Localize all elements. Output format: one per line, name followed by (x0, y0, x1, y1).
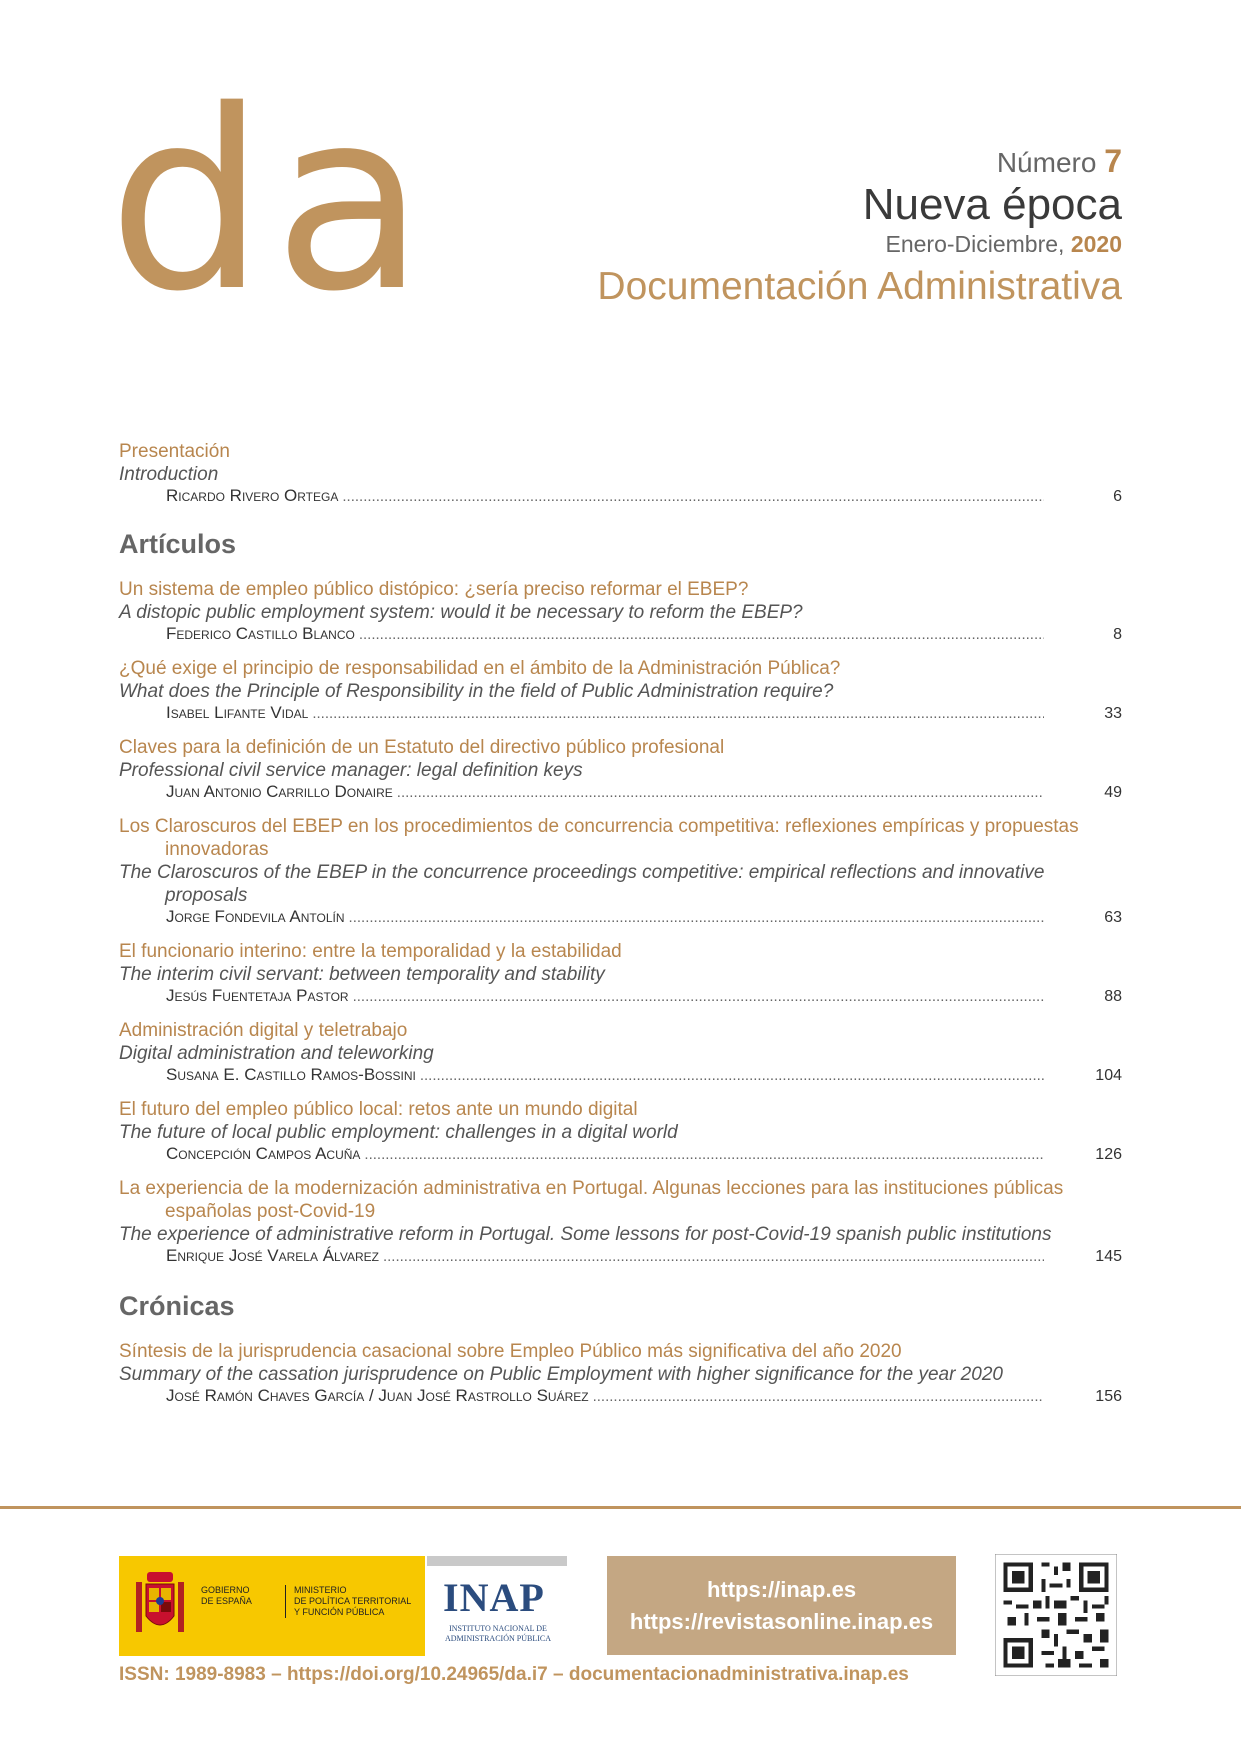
entry-page: 6 (1113, 488, 1122, 505)
entry-page: 49 (1104, 784, 1122, 801)
entry-author: Jorge Fondevila Antolín (166, 907, 345, 926)
entry-author-line (119, 1144, 1122, 1165)
entry-author: Enrique José Varela Álvarez (166, 1246, 379, 1265)
toc-entry-presentation[interactable] (119, 440, 1122, 507)
entry-author: Concepción Campos Acuña (166, 1144, 361, 1163)
entry-page: 63 (1104, 909, 1122, 926)
entry-title-es: Un sistema de empleo público distópico: ¿sería preciso reformar el EBEP? (119, 579, 749, 600)
entry-author: José Ramón Chaves García / Juan José Rastrollo Suárez (166, 1386, 589, 1405)
entry-author-line (119, 1065, 1122, 1086)
inap-subtitle (437, 1624, 559, 1644)
entry-title-en: Professional civil service manager: legal definition keys (119, 760, 583, 781)
entry-title-en: The experience of administrative reform in Portugal. Some lessons for post-Covid-19 spanish public institutions (119, 1224, 1052, 1245)
toc-entry[interactable] (119, 736, 1122, 803)
ministerio-text (285, 1585, 411, 1618)
entry-page: 126 (1095, 1146, 1122, 1163)
epoch-label: Nueva época (862, 180, 1122, 229)
dot-leader (353, 987, 1044, 1007)
issue-number (597, 145, 1122, 177)
entry-title-es: La experiencia de la modernización administrativa en Portugal. Algunas lecciones para las instituciones públicas españolas post-Covid-19 (119, 1178, 1064, 1222)
entry-author-line (119, 1246, 1122, 1267)
entry-title-en: What does the Principle of Responsibility in the field of Public Administration require? (119, 681, 834, 702)
entry-author-line (119, 782, 1122, 803)
cronicas-list (119, 1340, 1122, 1407)
articles-list (119, 578, 1122, 1267)
entry-title-es: Síntesis de la jurisprudencia casacional sobre Empleo Público más significativa del año 2020 (119, 1341, 902, 1362)
footer-divider (0, 1506, 1241, 1509)
entry-author: Juan Antonio Carrillo Donaire (166, 782, 393, 801)
entry-author: Isabel Lifante Vidal (166, 703, 309, 722)
qr-code-icon[interactable] (995, 1554, 1117, 1676)
entry-title-es: El funcionario interino: entre la temporalidad y la estabilidad (119, 941, 622, 962)
toc-entry[interactable] (119, 1340, 1122, 1407)
inap-logo (427, 1556, 567, 1656)
ministerio-line2: DE POLÍTICA TERRITORIAL (294, 1596, 412, 1606)
toc-entry[interactable] (119, 1019, 1122, 1086)
journal-title: Documentación Administrativa (597, 265, 1122, 308)
dot-leader (383, 1247, 1044, 1267)
table-of-contents (119, 440, 1122, 1419)
ministerio-line1: MINISTERIO (294, 1585, 347, 1595)
entry-author-line (119, 986, 1122, 1007)
section-heading-articulos: Artículos (119, 529, 237, 559)
toc-entry[interactable] (119, 815, 1122, 928)
entry-title-en: Digital administration and teleworking (119, 1043, 434, 1064)
inap-subtitle-line1: INSTITUTO NACIONAL DE (449, 1624, 547, 1633)
toc-entry[interactable] (119, 1177, 1122, 1267)
website-links-box (607, 1556, 956, 1655)
gobierno-text (201, 1585, 252, 1607)
issue-number-value: 7 (1104, 143, 1122, 179)
dot-leader (312, 704, 1044, 724)
entry-page: 145 (1095, 1248, 1122, 1265)
entry-title-en: The future of local public employment: challenges in a digital world (119, 1122, 678, 1143)
entry-page: 33 (1104, 705, 1122, 722)
entry-author-line (119, 703, 1122, 724)
entry-author: Jesús Fuentetaja Pastor (166, 986, 349, 1005)
issue-date (597, 233, 1122, 256)
inap-url-link[interactable]: https://inap.es (706, 1576, 857, 1602)
entry-author-line (119, 907, 1122, 928)
issue-date-range: Enero-Diciembre, (885, 231, 1065, 257)
toc-entry[interactable] (119, 657, 1122, 724)
entry-author: Susana E. Castillo Ramos-Bossini (166, 1065, 416, 1084)
journal-logo: da (108, 58, 434, 346)
ministerio-line3: Y FUNCIÓN PÚBLICA (294, 1607, 385, 1617)
revistas-url-link[interactable]: https://revistasonline.inap.es (629, 1608, 934, 1634)
entry-title-en: Introduction (119, 464, 219, 485)
entry-page: 8 (1113, 626, 1122, 643)
dot-leader (359, 625, 1044, 645)
entry-author-line (119, 1386, 1122, 1407)
dot-leader (593, 1387, 1044, 1407)
section-heading-cronicas: Crónicas (119, 1291, 235, 1321)
dot-leader (364, 1145, 1044, 1165)
institution-logos (119, 1556, 567, 1656)
masthead (597, 145, 1122, 309)
dot-leader (349, 908, 1044, 928)
gobierno-espana-logo (119, 1556, 425, 1656)
gobierno-line2: DE ESPAÑA (201, 1596, 252, 1606)
entry-title-es: El futuro del empleo público local: retos ante un mundo digital (119, 1099, 638, 1120)
entry-title-es: Administración digital y teletrabajo (119, 1020, 408, 1041)
entry-page: 104 (1095, 1067, 1122, 1084)
dot-leader (420, 1066, 1044, 1086)
coat-of-arms-icon (133, 1568, 187, 1644)
issn-doi-line: ISSN: 1989-8983 – https://doi.org/10.24965/da.i7 – documentacionadministrativa.inap.es (119, 1664, 909, 1685)
entry-title-es: ¿Qué exige el principio de responsabilidad en el ámbito de la Administración Pública? (119, 658, 841, 679)
toc-entry[interactable] (119, 940, 1122, 1007)
entry-page: 156 (1095, 1388, 1122, 1405)
entry-page: 88 (1104, 988, 1122, 1005)
gobierno-line1: GOBIERNO (201, 1585, 250, 1595)
toc-entry[interactable] (119, 578, 1122, 645)
entry-title-en: Summary of the cassation jurisprudence on Public Employment with higher significance for the year 2020 (119, 1364, 1003, 1385)
entry-title-en: A distopic public employment system: would it be necessary to reform the EBEP? (119, 602, 803, 623)
inap-logo-bar (427, 1556, 567, 1566)
issue-year: 2020 (1070, 231, 1122, 257)
entry-title-es: Claves para la definición de un Estatuto del directivo público profesional (119, 737, 725, 758)
entry-title-es: Los Claroscuros del EBEP en los procedimientos de concurrencia competitiva: reflexiones empíricas y propuestas innovadoras (119, 816, 1079, 860)
entry-author-line (119, 624, 1122, 645)
issue-number-label: Número (996, 147, 1097, 178)
entry-author: Federico Castillo Blanco (166, 624, 355, 643)
entry-title-en: The interim civil servant: between temporality and stability (119, 964, 605, 985)
dot-leader (397, 783, 1044, 803)
entry-title-es: Presentación (119, 441, 230, 462)
inap-subtitle-line2: ADMINISTRACIÓN PÚBLICA (444, 1634, 551, 1643)
inap-wordmark: INAP (443, 1575, 545, 1620)
dot-leader (342, 487, 1044, 507)
toc-entry[interactable] (119, 1098, 1122, 1165)
entry-author-line (119, 486, 1122, 507)
entry-author: Ricardo Rivero Ortega (166, 486, 339, 505)
entry-title-en: The Claroscuros of the EBEP in the concurrence proceedings competitive: empirical reflections and innovative proposals (119, 862, 1045, 906)
